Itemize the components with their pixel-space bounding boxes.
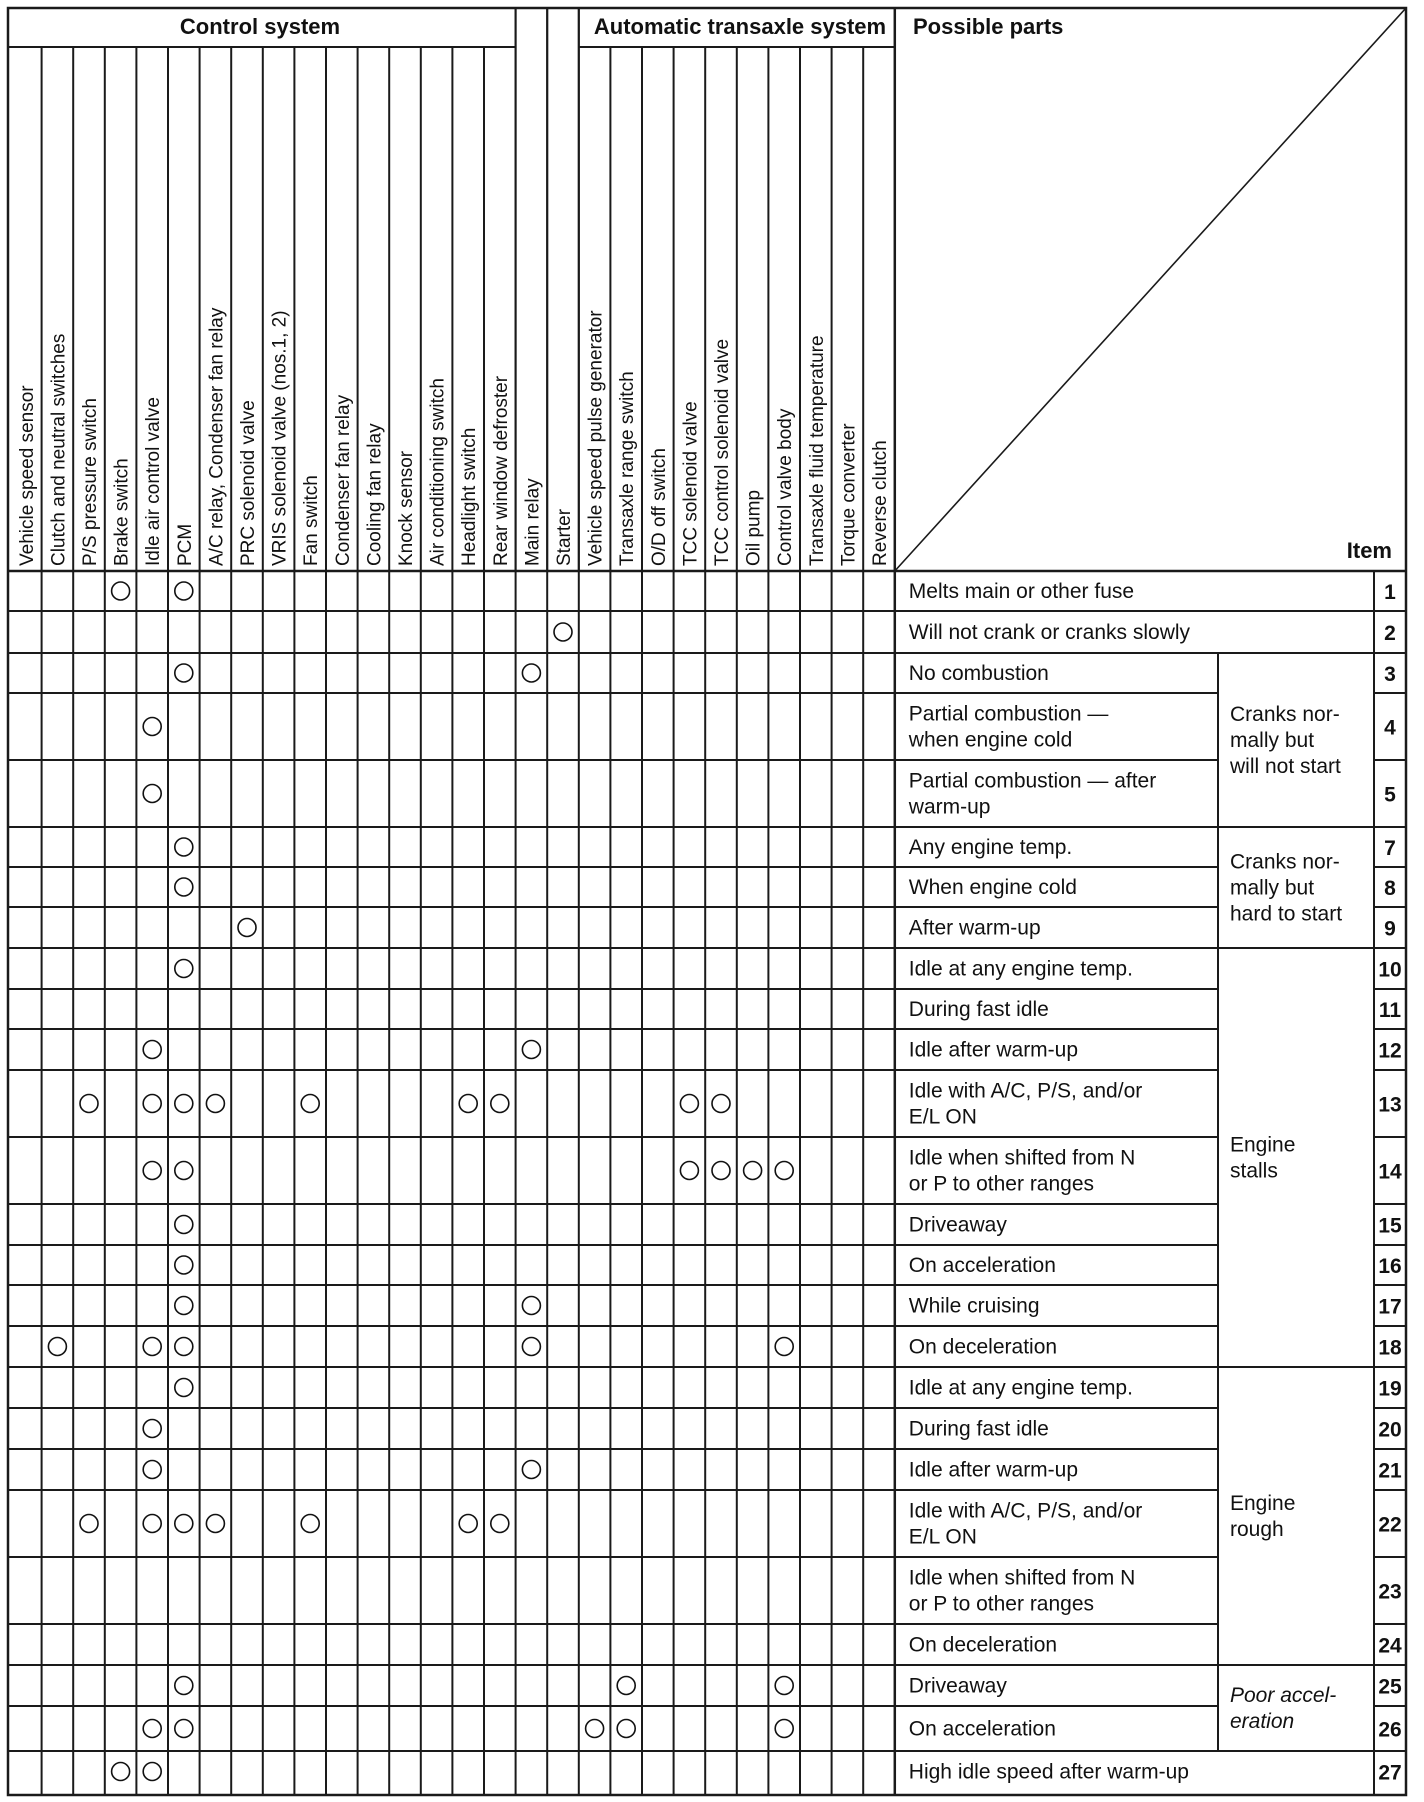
item-number: 21: [1378, 1459, 1402, 1483]
check-mark: [522, 1041, 540, 1059]
item-number: 20: [1378, 1418, 1402, 1442]
column-label: Fan switch: [301, 475, 323, 566]
item-header: Item: [1346, 538, 1392, 563]
item-number: 23: [1378, 1580, 1402, 1604]
symptom-text: Idle after warm-up: [908, 1038, 1079, 1062]
symptom-group-label: eration: [1230, 1710, 1295, 1733]
symptom-text: Idle at any engine temp.: [908, 957, 1133, 981]
check-mark: [175, 1720, 193, 1738]
item-number: 7: [1384, 837, 1396, 860]
symptom-text: After warm-up: [908, 916, 1041, 940]
symptom-group-label: will not start: [1230, 755, 1341, 778]
check-mark: [586, 1720, 604, 1738]
column-label: TCC control solenoid valve: [712, 338, 733, 566]
check-mark: [775, 1677, 793, 1695]
check-mark: [617, 1677, 635, 1695]
column-label: Torque converter: [838, 423, 860, 566]
check-mark: [143, 1515, 161, 1533]
check-mark: [143, 1720, 161, 1738]
grid-lines: [8, 8, 1406, 1795]
automatic-transaxle-header: Automatic transaxle system: [593, 14, 887, 39]
symptom-text: Partial combustion —: [908, 702, 1109, 726]
item-number: 3: [1384, 663, 1396, 686]
check-mark: [143, 1095, 161, 1113]
check-mark: [775, 1162, 793, 1180]
check-mark: [775, 1720, 793, 1738]
check-mark: [206, 1095, 224, 1113]
possible-parts-header: Possible parts: [913, 14, 1064, 39]
check-mark: [522, 664, 540, 682]
symptom-group-label: Cranks nor-: [1230, 850, 1340, 874]
column-label: O/D off switch: [648, 448, 670, 566]
symptom-group-label: hard to start: [1230, 902, 1343, 926]
symptom-group-label: Engine: [1230, 1133, 1296, 1157]
check-mark: [112, 582, 130, 600]
symptom-group-label: mally but: [1230, 876, 1315, 900]
check-mark: [554, 623, 572, 641]
item-number: 8: [1384, 877, 1396, 900]
check-mark: [175, 1338, 193, 1356]
column-label: PCM: [174, 523, 196, 566]
symptom-text: High idle speed after warm-up: [908, 1760, 1189, 1784]
control-system-header: Control system: [179, 14, 341, 39]
check-mark: [491, 1095, 509, 1113]
symptom-text: or P to other ranges: [908, 1172, 1095, 1196]
item-number: 15: [1378, 1214, 1402, 1238]
column-label: A/C relay, Condenser fan relay: [206, 307, 228, 566]
check-mark: [175, 1677, 193, 1695]
column-label: Vehicle speed sensor: [16, 385, 38, 566]
item-number: 22: [1378, 1513, 1402, 1537]
item-number: 17: [1378, 1295, 1402, 1319]
symptom-text: or P to other ranges: [908, 1592, 1095, 1616]
symptom-text: Driveaway: [908, 1213, 1007, 1237]
check-mark: [301, 1095, 319, 1113]
item-number: 19: [1378, 1377, 1402, 1401]
symptom-text: Partial combustion — after: [908, 769, 1157, 793]
column-label: Transaxle range switch: [617, 371, 639, 566]
symptom-text: During fast idle: [908, 998, 1049, 1021]
column-label: Control valve body: [775, 408, 797, 566]
check-mark: [680, 1095, 698, 1113]
column-label: Cooling fan relay: [364, 423, 386, 566]
check-mark: [238, 919, 256, 937]
check-mark: [175, 1515, 193, 1533]
item-number: 2: [1384, 622, 1396, 645]
column-label: Knock sensor: [396, 450, 417, 566]
column-label: Starter: [554, 508, 575, 566]
possible-parts-diagonal: [895, 8, 1406, 571]
column-label: Headlight switch: [459, 427, 481, 566]
column-label: Main relay: [522, 478, 544, 566]
symptom-text: Idle with A/C, P/S, and/or: [908, 1499, 1143, 1523]
column-label: Condenser fan relay: [332, 394, 354, 566]
check-mark: [80, 1515, 98, 1533]
item-number: 18: [1378, 1336, 1402, 1360]
column-label: Clutch and neutral switches: [48, 333, 70, 566]
symptom-group-label: Cranks nor-: [1230, 703, 1340, 726]
check-mark: [143, 1041, 161, 1059]
item-number: 14: [1378, 1160, 1402, 1184]
check-mark: [80, 1095, 98, 1113]
symptom-text: Melts main or other fuse: [908, 580, 1135, 603]
symptom-text: Idle at any engine temp.: [908, 1376, 1133, 1400]
check-mark: [522, 1461, 540, 1479]
symptom-text: When engine cold: [908, 876, 1077, 899]
item-number: 1: [1384, 581, 1396, 604]
symptom-text: Idle when shifted from N: [908, 1566, 1136, 1590]
check-mark: [175, 582, 193, 600]
item-number: 11: [1378, 999, 1402, 1022]
symptom-text: On acceleration: [908, 1717, 1056, 1741]
item-number: 12: [1378, 1039, 1402, 1063]
check-mark: [175, 1162, 193, 1180]
symptom-text: Driveaway: [908, 1674, 1007, 1698]
column-label: Reverse clutch: [870, 440, 891, 566]
symptom-text: E/L ON: [908, 1525, 977, 1549]
symptom-text: On deceleration: [908, 1335, 1058, 1359]
symptom-text: E/L ON: [908, 1105, 977, 1129]
check-mark: [175, 664, 193, 682]
check-mark: [143, 718, 161, 736]
check-mark: [491, 1515, 509, 1533]
item-number: 10: [1378, 958, 1402, 982]
symptom-text: Idle when shifted from N: [908, 1146, 1136, 1170]
symptom-text: On deceleration: [908, 1633, 1058, 1657]
symptom-group-label: stalls: [1230, 1159, 1278, 1183]
column-label: Brake switch: [111, 458, 133, 566]
column-label: VRIS solenoid valve (nos.1, 2): [269, 310, 291, 566]
check-mark: [680, 1162, 698, 1180]
column-label: Air conditioning switch: [427, 378, 449, 566]
check-mark: [522, 1297, 540, 1315]
symptom-text: Idle with A/C, P/S, and/or: [908, 1079, 1143, 1103]
check-mark: [617, 1720, 635, 1738]
check-mark: [143, 1338, 161, 1356]
symptom-text: While cruising: [908, 1294, 1040, 1318]
check-mark: [712, 1095, 730, 1113]
item-number: 27: [1378, 1761, 1402, 1785]
column-label: P/S pressure switch: [80, 398, 101, 566]
column-label: Idle air control valve: [143, 397, 165, 566]
check-mark: [175, 1379, 193, 1397]
check-mark: [175, 1095, 193, 1113]
item-number: 9: [1384, 917, 1396, 941]
check-mark: [175, 1216, 193, 1234]
check-mark: [775, 1338, 793, 1356]
column-label: Vehicle speed pulse generator: [585, 310, 607, 566]
check-mark: [48, 1338, 66, 1356]
check-mark: [175, 878, 193, 896]
symptom-group-label: Poor accel-: [1230, 1684, 1337, 1707]
check-mark: [143, 785, 161, 803]
symptom-text: when engine cold: [908, 728, 1073, 752]
column-label: Rear window defroster: [490, 375, 512, 566]
symptom-group-label: Engine: [1230, 1492, 1296, 1515]
check-mark: [459, 1095, 477, 1113]
symptom-group-label: mally but: [1230, 729, 1315, 752]
symptom-text: During fast idle: [908, 1417, 1049, 1441]
column-label: PRC solenoid valve: [238, 400, 259, 566]
item-number: 16: [1378, 1255, 1402, 1278]
item-number: 24: [1378, 1634, 1402, 1658]
item-number: 25: [1378, 1675, 1402, 1699]
check-mark: [143, 1763, 161, 1781]
symptom-text: warm-up: [908, 795, 991, 819]
check-mark: [522, 1338, 540, 1356]
column-label: TCC solenoid valve: [680, 401, 702, 566]
symptom-text: Idle after warm-up: [908, 1458, 1079, 1482]
column-label: Oil pump: [743, 489, 765, 566]
check-mark: [301, 1515, 319, 1533]
check-mark: [143, 1420, 161, 1438]
symptom-group-label: rough: [1230, 1518, 1284, 1541]
column-labels: [17, 307, 891, 566]
check-mark: [143, 1162, 161, 1180]
check-mark: [175, 1256, 193, 1274]
check-mark: [175, 1297, 193, 1315]
check-mark: [175, 838, 193, 856]
symptom-text: No combustion: [908, 662, 1049, 685]
item-number: 13: [1378, 1093, 1402, 1117]
table-frame: [8, 8, 1406, 1795]
symptom-text: Will not crank or cranks slowly: [908, 621, 1191, 644]
check-mark: [712, 1162, 730, 1180]
check-mark: [744, 1162, 762, 1180]
item-number: 4: [1384, 716, 1396, 740]
item-number: 26: [1378, 1718, 1402, 1742]
check-mark: [459, 1515, 477, 1533]
check-mark: [143, 1461, 161, 1479]
check-mark: [112, 1763, 130, 1781]
column-label: Transaxle fluid temperature: [806, 335, 828, 566]
item-number: 5: [1384, 783, 1396, 807]
check-mark: [175, 960, 193, 978]
check-mark: [206, 1515, 224, 1533]
symptom-text: Any engine temp.: [908, 836, 1073, 859]
symptom-text: On acceleration: [908, 1254, 1056, 1277]
